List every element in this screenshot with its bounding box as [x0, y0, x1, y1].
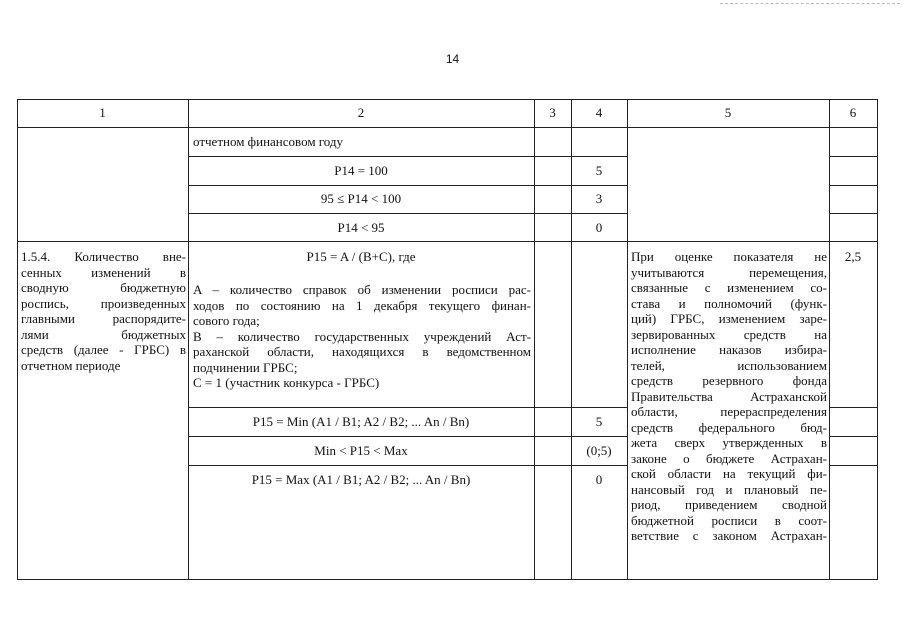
text-line: A – количество справок об изменении росписи рас-	[193, 282, 531, 297]
row-line	[829, 185, 878, 186]
row-line	[829, 465, 878, 466]
row-line	[17, 241, 878, 242]
score-p14-100: 5	[595, 163, 603, 178]
text-line: сенных изменений в	[21, 264, 186, 280]
text-line: B – количество государственных учреждений Аст-	[193, 328, 531, 344]
text-line: законе о бюджете Астрахан-	[631, 450, 827, 466]
header-col-5: 5	[724, 105, 732, 120]
page-number: 14	[445, 52, 460, 66]
row-line	[188, 213, 628, 214]
row-line	[188, 156, 628, 157]
text-line: исполнение наказов избира-	[631, 342, 827, 357]
score-p15-min: 5	[595, 414, 603, 429]
text-line: учитываются перемещения,	[631, 264, 827, 280]
formula-p14-100: P14 = 100	[334, 163, 388, 178]
text-line: бюджетной росписи в соот-	[631, 512, 827, 528]
row-line	[188, 185, 628, 186]
text-line: При оценке показателя не	[631, 249, 827, 264]
indicator-name	[21, 249, 186, 373]
text-line: C = 1 (участник конкурса - ГРБС)	[193, 375, 380, 390]
row-line	[829, 213, 878, 214]
scan-artifact-line	[720, 3, 900, 4]
text-line: подчинении ГРБС;	[193, 359, 298, 375]
formula-p15-max: P15 = Max (A1 / B1; A2 / B2; ... An / Bn)	[251, 472, 471, 487]
header-col-1: 1	[99, 105, 106, 120]
text-line: области, перераспределения	[631, 404, 827, 419]
header-bottom	[17, 127, 878, 128]
table-border-left	[17, 99, 18, 579]
indicator-weight: 2,5	[844, 249, 862, 264]
table-border-top	[17, 99, 878, 100]
text-line: телей, использованием	[631, 357, 827, 373]
header-col-4: 4	[595, 105, 603, 120]
col-divider-4-5	[627, 99, 628, 579]
text-line: 1.5.4. Количество вне-	[21, 249, 186, 264]
score-p14-less: 0	[595, 220, 603, 235]
text-line: зервированных средств на	[631, 326, 827, 342]
row-line	[188, 436, 628, 437]
text-line: жета сверх утвержденных в	[631, 435, 827, 450]
row-line	[829, 436, 878, 437]
formula-definitions	[193, 282, 531, 391]
formula-p15-range: Min < P15 < Max	[314, 443, 408, 458]
col-divider-2-3	[534, 99, 535, 579]
formula-p15: P15 = A / (B+C), где	[306, 249, 416, 264]
table-border-bottom	[17, 579, 878, 580]
text-line: нансовый год и плановый пе-	[631, 481, 827, 497]
score-p15-range: (0;5)	[586, 443, 612, 458]
text-line: средств резервного фонда	[631, 373, 827, 388]
header-col-6: 6	[849, 105, 857, 120]
formula-p14-range: 95 ≤ P14 < 100	[320, 191, 402, 206]
row-continuation-text: отчетном финансовом году	[193, 134, 344, 149]
formula-p15-min: P15 = Min (A1 / B1; A2 / B2; ... An / Bn)	[252, 414, 470, 429]
indicator-note	[631, 249, 827, 544]
text-line: раханской области, находящихся в ведомственном	[193, 344, 531, 359]
score-p15-max: 0	[595, 472, 603, 487]
text-line: отчетном периоде	[21, 357, 121, 373]
row-line	[188, 407, 628, 408]
text-line: роспись, произведенных	[21, 295, 186, 311]
row-line	[829, 156, 878, 157]
text-line: средств федерального бюд-	[631, 419, 827, 435]
text-line: сводную бюджетную	[21, 280, 186, 295]
text-line: ветствие с законом Астрахан-	[631, 528, 827, 543]
text-line: става и полномочий (функ-	[631, 295, 827, 311]
formula-p14-less: P14 < 95	[337, 220, 385, 235]
header-col-2: 2	[357, 105, 365, 120]
text-line: связанные с изменением со-	[631, 280, 827, 295]
text-line: ходов по состоянию на 1 декабря текущего финан-	[193, 297, 531, 313]
header-col-3: 3	[549, 105, 556, 120]
table-border-right	[877, 99, 878, 579]
text-line: риод, приведением сводной	[631, 497, 827, 512]
score-p14-range: 3	[595, 191, 603, 206]
col-divider-5-6	[829, 99, 830, 579]
text-line: ской области на текущий фи-	[631, 466, 827, 481]
text-line: лями бюджетных	[21, 326, 186, 342]
row-line	[829, 407, 878, 408]
text-line: ций) ГРБС, изменением заре-	[631, 311, 827, 326]
text-line: сового года;	[193, 313, 260, 328]
text-line: главными распорядите-	[21, 311, 186, 326]
row-line	[188, 465, 628, 466]
text-line: средств (далее - ГРБС) в	[21, 342, 186, 357]
text-line: Правительства Астраханской	[631, 388, 827, 404]
